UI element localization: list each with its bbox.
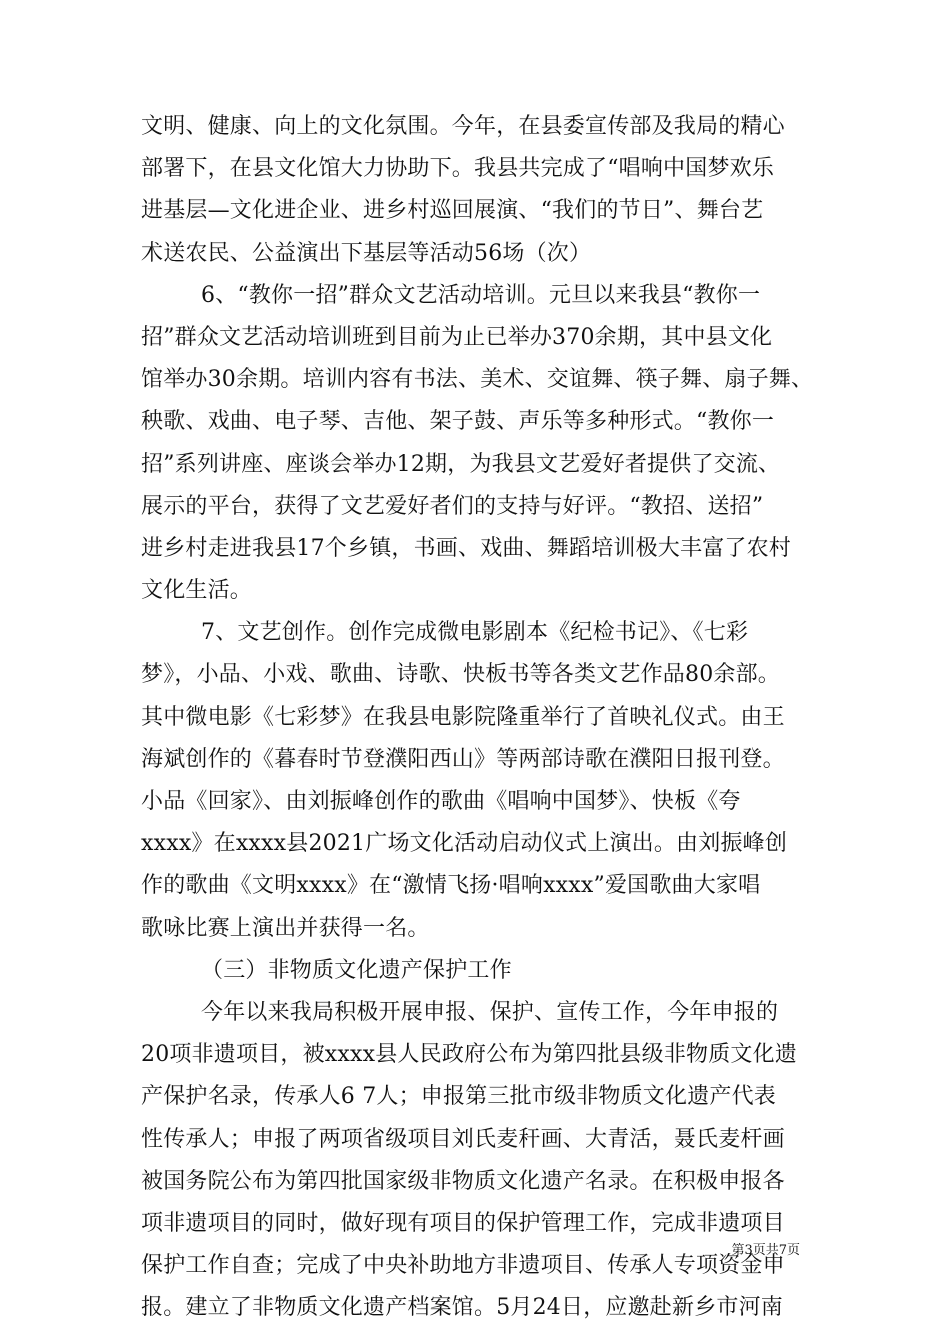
paragraph-cultural-activities (141, 106, 816, 275)
text-line: 小品《回家》、由刘振峰创作的歌曲《唱响中国梦》、快板《夸 (141, 789, 741, 814)
text-line: 招”系列讲座、座谈会举办12期，为我县文艺爱好者提供了交流、 (141, 451, 781, 477)
page-number-footer: 第3页共7页 (731, 1243, 800, 1258)
text-line: 被国务院公布为第四批国家级非物质文化遗产名录。在积极申报各 (141, 1168, 785, 1194)
text-line: 歌咏比赛上演出并获得一名。 (141, 915, 430, 941)
text-line: 秧歌、戏曲、电子琴、吉他、架子鼓、声乐等多种形式。“教你一 (141, 409, 775, 435)
text-line: 梦》，小品、小戏、歌曲、诗歌、快板书等各类文艺作品80余部。 (141, 662, 780, 688)
text-line: 进乡村走进我县17个乡镇，书画、戏曲、舞蹈培训极大丰富了农村 (141, 535, 791, 561)
text-line: 6、“教你一招”群众文艺活动培训。元旦以来我县“教你一 (201, 282, 761, 308)
text-line: 文化生活。 (141, 578, 253, 604)
paragraph-heritage-protection (141, 992, 816, 1330)
text-line: 7、文艺创作。创作完成微电影剧本《纪检书记》、《七彩 (201, 620, 749, 646)
paragraph-teach-one-trick (141, 275, 816, 613)
text-line: 招”群众文艺活动培训班到目前为止已举办370余期，其中县文化 (141, 324, 773, 350)
text-line: 术送农民、公益演出下基层等活动56场（次） (141, 240, 592, 266)
text-line: 文明、健康、向上的文化氛围。今年，在县委宣传部及我局的精心 (141, 114, 785, 139)
paragraph-art-creation (141, 612, 816, 950)
section-heading-intangible-heritage (141, 950, 816, 992)
text-line: 进基层—文化进企业、进乡村巡回展演、“我们的节日”、舞台艺 (141, 198, 764, 224)
section-heading: （三）非物质文化遗产保护工作 (201, 957, 512, 983)
document-body (141, 106, 816, 1329)
text-line: 20项非遗项目，被xxxx县人民政府公布为第四批县级非物质文化遗 (141, 1042, 798, 1068)
text-line: 性传承人；申报了两项省级项目刘氏麦秆画、大青活，聂氏麦杆画 (141, 1126, 785, 1152)
text-line: 馆举办30余期。培训内容有书法、美术、交谊舞、筷子舞、扇子舞、 (141, 367, 814, 393)
text-line: 产保护名录，传承人6 7人；申报第三批市级非物质文化遗产代表 (141, 1084, 776, 1110)
text-line: 项非遗项目的同时，做好现有项目的保护管理工作，完成非遗项目 (141, 1210, 785, 1236)
text-line: 报。建立了非物质文化遗产档案馆。5月24日，应邀赴新乡市河南 (141, 1295, 783, 1321)
text-line: 其中微电影《七彩梦》在我县电影院隆重举行了首映礼仪式。由王 (141, 704, 785, 730)
text-line: 部署下，在县文化馆大力协助下。我县共完成了“唱响中国梦欢乐 (141, 156, 775, 182)
text-line: 海斌创作的《暮春时节登濮阳西山》等两部诗歌在濮阳日报刊登。 (141, 746, 785, 772)
text-line: xxxx》在xxxx县2021广场文化活动启动仪式上演出。由刘振峰创 (141, 831, 788, 857)
text-line: 展示的平台，获得了文艺爱好者们的支持与好评。“教招、送招” (141, 493, 764, 519)
text-line: 保护工作自查；完成了中央补助地方非遗项目、传承人专项资金申 (141, 1253, 785, 1279)
text-line: 今年以来我局积极开展申报、保护、宣传工作，今年申报的 (201, 999, 779, 1025)
text-line: 作的歌曲《文明xxxx》在“激情飞扬·唱响xxxx”爱国歌曲大家唱 (141, 873, 761, 899)
